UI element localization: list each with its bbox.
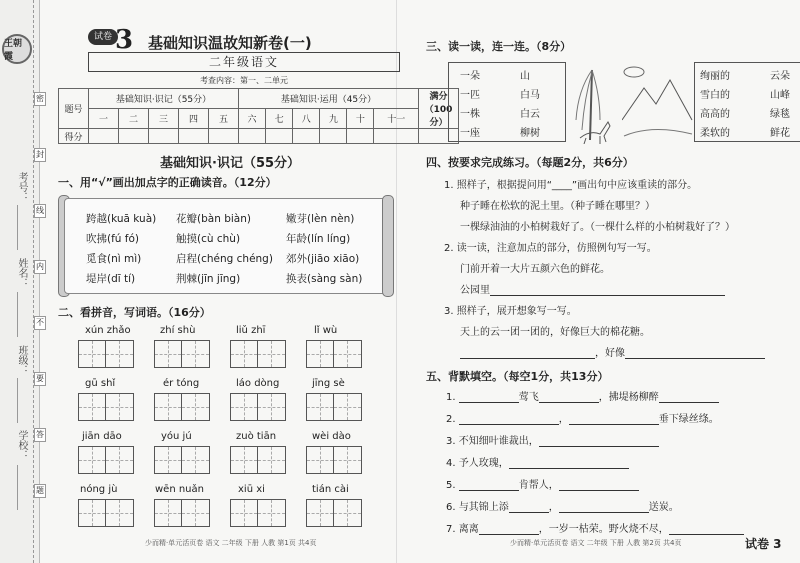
match-item[interactable]: 一匹	[460, 90, 480, 101]
score-group-2: 基础知识·运用（45分）	[239, 89, 419, 109]
score-cell[interactable]	[239, 129, 266, 144]
q4-line: ，好像	[460, 344, 765, 359]
pronunciation-item[interactable]: 启程(chéng chéng)	[176, 253, 273, 265]
score-cell[interactable]	[119, 129, 149, 144]
writing-grid[interactable]	[154, 499, 210, 527]
recite-line: 3. 不知细叶谁裁出，	[446, 432, 659, 447]
pinyin-label: wèi dào	[312, 431, 351, 442]
answer-blank[interactable]	[559, 480, 639, 491]
match-item[interactable]: 鲜花	[770, 128, 790, 139]
match-item[interactable]: 绚丽的	[700, 71, 730, 82]
score-cell[interactable]	[347, 129, 374, 144]
q4-line: 3. 照样子，展开想象写一写。	[444, 306, 577, 317]
seal-mark: 内	[34, 260, 46, 274]
writing-grid[interactable]	[154, 340, 210, 368]
match-item[interactable]: 绿毯	[770, 109, 790, 120]
score-cell[interactable]	[320, 129, 347, 144]
seal-mark: 密	[34, 92, 46, 106]
recite-line: 4. 予人玫瑰，	[446, 454, 629, 469]
pinyin-label: yóu jú	[161, 431, 192, 442]
pinyin-label: gū shǐ	[85, 378, 116, 389]
answer-blank[interactable]	[459, 480, 519, 491]
score-cell[interactable]	[149, 129, 179, 144]
page-tag: 试卷 3	[745, 537, 782, 551]
exam-badge: 试卷	[88, 29, 118, 45]
score-group-1: 基础知识·识记（55分）	[89, 89, 239, 109]
recite-line: 7. 离离 ，一岁一枯荣。野火烧不尽，	[446, 520, 744, 535]
answer-blank[interactable]	[509, 458, 629, 469]
pronunciation-item[interactable]: 郊外(jiāo xiāo)	[286, 253, 360, 265]
question-5-heading: 五、背默填空。（每空1分，共13分）	[426, 370, 609, 383]
pinyin-label: láo dòng	[236, 378, 280, 389]
score-cell[interactable]	[89, 129, 119, 144]
score-row-label: 题号	[59, 89, 89, 129]
writing-grid[interactable]	[78, 340, 134, 368]
score-num: 四	[179, 109, 209, 129]
label-school: 学校：	[16, 430, 27, 460]
pronunciation-item[interactable]: 吹拂(fú fó)	[86, 233, 140, 245]
writing-grid[interactable]	[78, 446, 134, 474]
score-num: 二	[119, 109, 149, 129]
match-item[interactable]: 柳树	[520, 128, 540, 139]
binding-strip	[0, 0, 44, 563]
pinyin-label: lǐ wù	[314, 325, 338, 336]
pinyin-label: zuò tiān	[236, 431, 277, 442]
q4-line: 2. 读一读，注意加点的部分，仿照例句写一写。	[444, 243, 657, 254]
pinyin-label: nóng jù	[80, 484, 118, 495]
recite-line: 2. ， 垂下绿丝绦。	[446, 414, 719, 425]
section-title: 基础知识·识记（55分）	[160, 156, 301, 171]
writing-grid[interactable]	[306, 393, 362, 421]
pinyin-label: ér tóng	[163, 378, 200, 389]
question-4-heading: 四、按要求完成练习。（每题2分，共6分）	[426, 156, 634, 169]
pronunciation-item[interactable]: 嫩芽(lèn nèn)	[286, 213, 355, 225]
match-item[interactable]: 云朵	[770, 71, 790, 82]
pinyin-label: wēn nuǎn	[155, 484, 204, 495]
pronunciation-item[interactable]: 触摸(cù chù)	[176, 233, 241, 245]
pinyin-label: jīng sè	[312, 378, 345, 389]
score-cell[interactable]	[209, 129, 239, 144]
q4-line: 一棵绿油油的小柏树栽好了。（一棵什么样的小柏树栽好了？）	[460, 222, 735, 233]
exam-subtitle: 二年级语文	[88, 52, 400, 72]
scroll-roll-right	[382, 195, 394, 297]
pronunciation-item[interactable]: 觅食(nì mì)	[86, 253, 142, 265]
match-item[interactable]: 柔软的	[700, 128, 730, 139]
score-num: 九	[320, 109, 347, 129]
writing-grid[interactable]	[230, 340, 286, 368]
score-cell[interactable]	[374, 129, 419, 144]
recite-line: 1. 莺飞 ，拂堤杨柳醉	[446, 388, 719, 403]
pronunciation-item[interactable]: 荆棘(jīn jīng)	[176, 273, 241, 285]
answer-blank[interactable]	[539, 436, 659, 447]
score-num: 三	[149, 109, 179, 129]
cut-line	[33, 0, 34, 563]
pronunciation-item[interactable]: 年龄(lín líng)	[286, 233, 351, 245]
match-item[interactable]: 一株	[460, 109, 480, 120]
seal-mark: 要	[34, 372, 46, 386]
answer-blank[interactable]	[539, 392, 599, 403]
question-1-heading: 一、用“√”画出加点字的正确读音。（12分）	[58, 176, 277, 189]
exam-scope: 考查内容：第一、二单元	[200, 76, 288, 85]
score-cell[interactable]	[293, 129, 320, 144]
q4-line: 公园里	[460, 281, 725, 296]
brand-logo: 王朝霞	[2, 34, 32, 64]
score-num: 六	[239, 109, 266, 129]
score-table	[58, 88, 459, 144]
pinyin-label: tián cài	[312, 484, 349, 495]
page-fold	[396, 0, 397, 563]
score-total-label: 满分 （100分）	[419, 89, 459, 129]
answer-blank[interactable]	[559, 502, 649, 513]
match-item[interactable]: 高高的	[700, 109, 730, 120]
writing-grid[interactable]	[154, 393, 210, 421]
recite-line: 6. 与其锦上添 ， 送炭。	[446, 502, 679, 513]
writing-grid[interactable]	[154, 446, 210, 474]
score-num: 五	[209, 109, 239, 129]
seal-mark: 封	[34, 148, 46, 162]
answer-blank[interactable]	[459, 392, 519, 403]
pronunciation-item[interactable]: 花瓣(bàn biàn)	[176, 213, 251, 225]
answer-blank[interactable]	[569, 414, 659, 425]
writing-grid[interactable]	[306, 340, 362, 368]
score-num: 十一	[374, 109, 419, 129]
footer-right: 少而精·单元活页卷 语文 二年级 下册 人教 第2页 共4页	[510, 539, 682, 547]
footer-left: 少而精·单元活页卷 语文 二年级 下册 人教 第1页 共4页	[145, 539, 317, 547]
writing-grid[interactable]	[230, 446, 286, 474]
pinyin-label: jiān dāo	[82, 431, 122, 442]
answer-blank[interactable]	[509, 502, 549, 513]
match-item[interactable]: 一座	[460, 128, 480, 139]
seal-mark: 不	[34, 316, 46, 330]
willow-horse-illustration	[570, 60, 620, 144]
q4-line: 种子睡在松软的泥土里。（种子睡在哪里？）	[460, 201, 655, 212]
seal-mark: 线	[34, 204, 46, 218]
match-item[interactable]: 山	[520, 71, 530, 82]
answer-blank[interactable]	[459, 414, 559, 425]
match-item[interactable]: 白马	[520, 90, 540, 101]
match-item[interactable]: 白云	[520, 109, 540, 120]
recite-line: 5. 肯帮人，	[446, 476, 639, 491]
match-item[interactable]: 一朵	[460, 71, 480, 82]
writing-grid[interactable]	[230, 393, 286, 421]
writing-grid[interactable]	[306, 446, 362, 474]
pinyin-label: xiū xi	[238, 484, 265, 495]
q4-line: 门前开着一大片五颜六色的鲜花。	[460, 264, 610, 275]
answer-blank[interactable]	[490, 285, 725, 296]
writing-grid[interactable]	[78, 499, 134, 527]
seal-mark: 答	[34, 428, 46, 442]
answer-blank[interactable]	[460, 348, 595, 359]
exam-number: 3	[115, 25, 134, 55]
score-num: 七	[266, 109, 293, 129]
pronunciation-item[interactable]: 跨越(kuā kuà)	[86, 213, 157, 225]
answer-blank[interactable]	[625, 348, 765, 359]
mountain-illustration	[622, 60, 694, 144]
pinyin-label: xún zhǎo	[85, 325, 131, 336]
q4-line: 天上的云一团一团的，好像巨大的棉花糖。	[460, 327, 650, 338]
score-cell[interactable]	[266, 129, 293, 144]
pinyin-label: zhí shù	[160, 325, 196, 336]
score-num: 一	[89, 109, 119, 129]
label-exam-number: 考号：	[16, 172, 27, 202]
score-cell[interactable]	[179, 129, 209, 144]
label-name: 姓名：	[16, 258, 27, 288]
seal-mark: 题	[34, 484, 46, 498]
writing-grid[interactable]	[78, 393, 134, 421]
q4-line: 1. 照样子，根据提问用“____”画出句中应该重读的部分。	[444, 180, 698, 191]
answer-blank[interactable]	[479, 524, 539, 535]
pronunciation-item[interactable]: 堤岸(dī tí)	[86, 273, 136, 285]
answer-blank[interactable]	[669, 524, 744, 535]
label-class: 班级：	[16, 345, 27, 375]
writing-grid[interactable]	[230, 499, 286, 527]
writing-grid[interactable]	[306, 499, 362, 527]
question-2-heading: 二、看拼音，写词语。（16分）	[58, 306, 211, 319]
exam-title: 基础知识温故知新卷(一)	[148, 34, 312, 52]
match-item[interactable]: 山峰	[770, 90, 790, 101]
score-num: 八	[293, 109, 320, 129]
score-row-label: 得分	[59, 129, 89, 144]
pronunciation-item[interactable]: 换表(sàng sàn)	[286, 273, 363, 285]
score-num: 十	[347, 109, 374, 129]
question-3-heading: 三、读一读，连一连。（8分）	[426, 40, 572, 53]
match-item[interactable]: 雪白的	[700, 90, 730, 101]
answer-blank[interactable]	[659, 392, 719, 403]
pinyin-label: liǔ zhī	[236, 325, 266, 336]
